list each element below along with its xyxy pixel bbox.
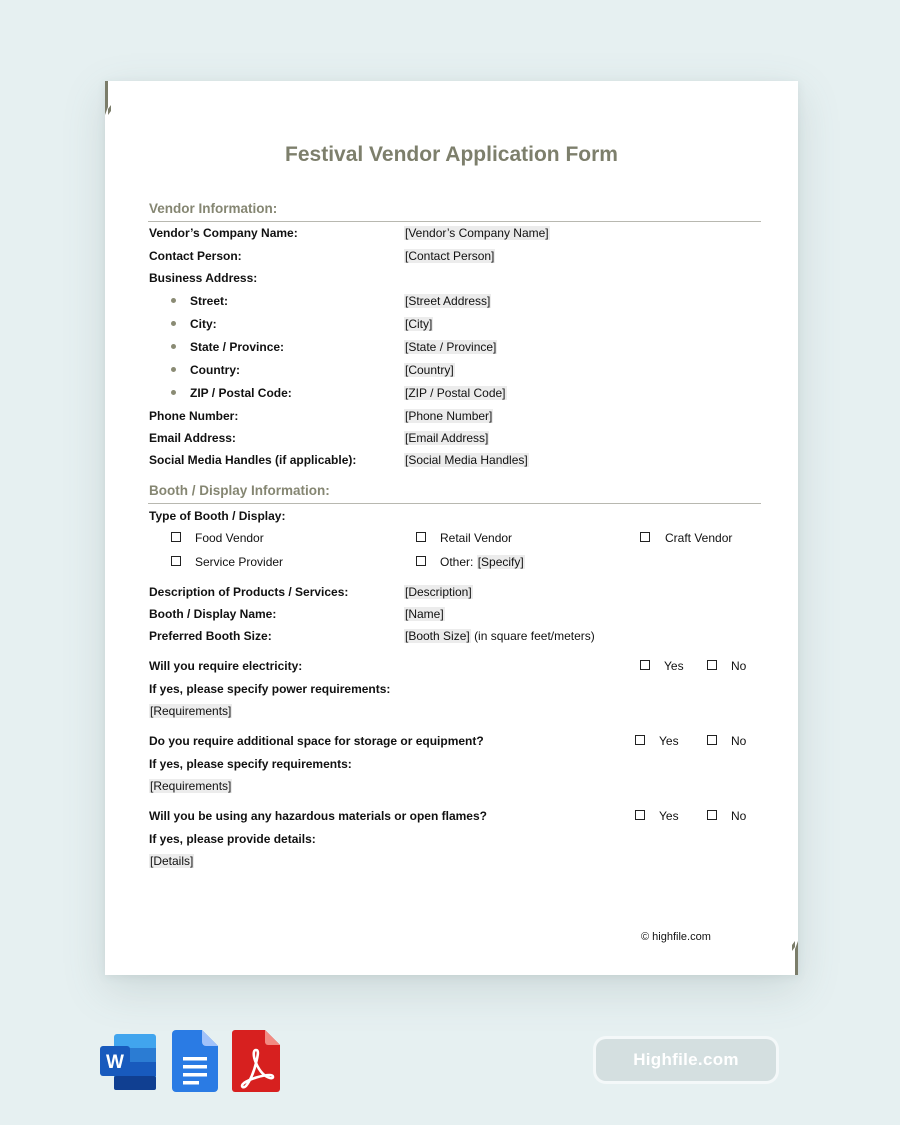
hazard-followup: If yes, please provide details:	[149, 832, 316, 846]
electricity-yes-checkbox[interactable]	[640, 660, 650, 670]
hazard-no-label: No	[731, 809, 747, 823]
business-address-label: Business Address:	[149, 271, 258, 285]
street-label: Street:	[190, 294, 229, 308]
section-heading-vendor: Vendor Information:	[149, 201, 278, 216]
country-label: Country:	[190, 363, 240, 377]
social-media-field[interactable]: [Social Media Handles]	[405, 453, 528, 467]
social-media-label: Social Media Handles (if applicable):	[149, 453, 357, 467]
storage-yes-checkbox[interactable]	[635, 735, 645, 745]
phone-field[interactable]: [Phone Number]	[405, 409, 493, 423]
electricity-no-checkbox[interactable]	[707, 660, 717, 670]
electricity-followup: If yes, please specify power requirements:	[149, 682, 391, 696]
other-specify-field[interactable]: [Specify]	[477, 555, 524, 569]
bullet-icon	[171, 321, 176, 326]
hazard-no-checkbox[interactable]	[707, 810, 717, 820]
svg-text:W: W	[106, 1052, 124, 1073]
storage-followup: If yes, please specify requirements:	[149, 757, 352, 771]
state-label: State / Province:	[190, 340, 285, 354]
corner-decoration-top-left	[105, 81, 111, 115]
section-divider	[148, 503, 761, 504]
contact-person-label: Contact Person:	[149, 249, 242, 263]
electricity-no-label: No	[731, 659, 747, 673]
storage-yes-label: Yes	[659, 734, 679, 748]
country-field[interactable]: [Country]	[405, 363, 454, 377]
craft-vendor-label: Craft Vendor	[665, 531, 733, 545]
section-heading-booth: Booth / Display Information:	[149, 483, 330, 498]
other-checkbox[interactable]	[416, 556, 426, 566]
corner-decoration-bottom-right	[792, 941, 798, 975]
google-docs-icon	[172, 1030, 218, 1092]
hazard-yes-checkbox[interactable]	[635, 810, 645, 820]
description-field[interactable]: [Description]	[405, 585, 472, 599]
contact-person-field[interactable]: [Contact Person]	[405, 249, 495, 263]
word-icon	[100, 1032, 158, 1092]
storage-no-checkbox[interactable]	[707, 735, 717, 745]
bullet-icon	[171, 390, 176, 395]
company-name-label: Vendor’s Company Name:	[149, 226, 298, 240]
hazard-details-field[interactable]: [Details]	[150, 854, 194, 868]
pdf-icon	[232, 1030, 280, 1092]
city-label: City:	[190, 317, 217, 331]
electricity-question: Will you require electricity:	[149, 659, 303, 673]
storage-no-label: No	[731, 734, 747, 748]
other-label: Other:	[440, 555, 474, 569]
street-field[interactable]: [Street Address]	[405, 294, 491, 308]
electricity-requirements-field[interactable]: [Requirements]	[150, 704, 232, 718]
storage-requirements-field[interactable]: [Requirements]	[150, 779, 232, 793]
bullet-icon	[171, 367, 176, 372]
hazard-question: Will you be using any hazardous materials or open flames?	[149, 809, 487, 823]
form-page	[105, 81, 798, 975]
email-field[interactable]: [Email Address]	[405, 431, 489, 445]
company-name-field[interactable]: [Vendor’s Company Name]	[405, 226, 549, 240]
service-provider-checkbox[interactable]	[171, 556, 181, 566]
bullet-icon	[171, 298, 176, 303]
phone-label: Phone Number:	[149, 409, 239, 423]
highfile-badge[interactable]: Highfile.com	[596, 1039, 776, 1081]
copyright-text: © highfile.com	[641, 931, 711, 943]
state-field[interactable]: [State / Province]	[405, 340, 497, 354]
booth-size-unit: (in square feet/meters)	[474, 629, 595, 643]
booth-name-label: Booth / Display Name:	[149, 607, 277, 621]
craft-vendor-checkbox[interactable]	[640, 532, 650, 542]
description-label: Description of Products / Services:	[149, 585, 349, 599]
service-provider-label: Service Provider	[195, 555, 284, 569]
booth-name-field[interactable]: [Name]	[405, 607, 444, 621]
city-field[interactable]: [City]	[405, 317, 433, 331]
food-vendor-label: Food Vendor	[195, 531, 264, 545]
booth-type-label: Type of Booth / Display:	[149, 509, 286, 523]
bullet-icon	[171, 344, 176, 349]
electricity-yes-label: Yes	[664, 659, 684, 673]
zip-field[interactable]: [ZIP / Postal Code]	[405, 386, 506, 400]
zip-label: ZIP / Postal Code:	[190, 386, 292, 400]
retail-vendor-checkbox[interactable]	[416, 532, 426, 542]
storage-question: Do you require additional space for storage or equipment?	[149, 734, 484, 748]
retail-vendor-label: Retail Vendor	[440, 531, 513, 545]
booth-size-label: Preferred Booth Size:	[149, 629, 272, 643]
food-vendor-checkbox[interactable]	[171, 532, 181, 542]
email-label: Email Address:	[149, 431, 236, 445]
section-divider	[148, 221, 761, 222]
booth-size-field[interactable]: [Booth Size]	[405, 629, 470, 643]
hazard-yes-label: Yes	[659, 809, 679, 823]
form-title: Festival Vendor Application Form	[285, 143, 618, 166]
